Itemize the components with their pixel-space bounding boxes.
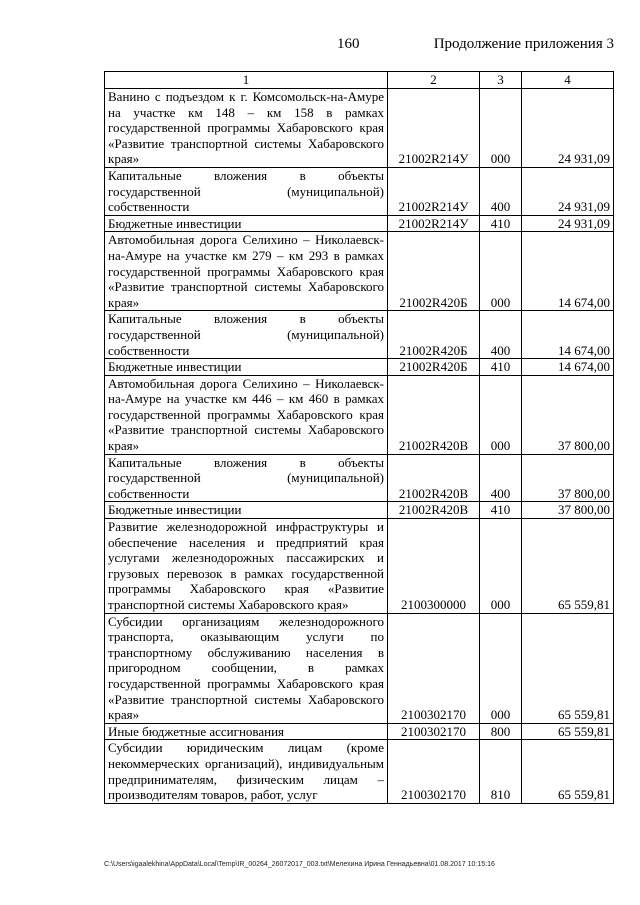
table-row <box>105 311 614 359</box>
row-name: Бюджетные инвестиции <box>105 215 388 232</box>
row-amount: 65 559,81 <box>522 613 614 723</box>
row-type: 000 <box>480 375 522 454</box>
row-code: 21002R420Б <box>388 311 480 359</box>
row-type: 810 <box>480 740 522 803</box>
row-type: 800 <box>480 723 522 740</box>
row-code: 21002R214У <box>388 167 480 215</box>
budget-table <box>104 71 614 804</box>
row-type: 410 <box>480 215 522 232</box>
row-amount: 14 674,00 <box>522 232 614 311</box>
row-name: Субсидии организациям железнодорожного транспорта, оказывающим услуги по транспортному обслуживанию населения в пригородном сообщении, в рамках государственной программы Хабаровского края «Развитие транспортной системы Хабаровского края» <box>105 613 388 723</box>
row-amount: 24 931,09 <box>522 89 614 168</box>
table-row <box>105 502 614 519</box>
row-type: 000 <box>480 232 522 311</box>
row-code: 2100302170 <box>388 740 480 803</box>
column-number: 3 <box>480 72 522 89</box>
table-row <box>105 232 614 311</box>
continuation-label: Продолжение приложения 3 <box>433 36 614 52</box>
table-row <box>105 359 614 376</box>
row-name: Иные бюджетные ассигнования <box>105 723 388 740</box>
table-row <box>105 740 614 803</box>
table-row <box>105 89 614 168</box>
row-code: 21002R420Б <box>388 359 480 376</box>
row-name: Субсидии юридическим лицам (кроме некоммерческих организаций), индивидуальным предпринимателям, физическим лицам – производителям товаров, работ, услуг <box>105 740 388 803</box>
row-amount: 14 674,00 <box>522 311 614 359</box>
row-type: 000 <box>480 89 522 168</box>
row-name: Автомобильная дорога Селихино – Николаевск-на-Амуре на участке км 279 – км 293 в рамках государственной программы Хабаровского края «Развитие транспортной системы Хабаровского края» <box>105 232 388 311</box>
table-row <box>105 519 614 614</box>
row-type: 410 <box>480 502 522 519</box>
row-code: 21002R214У <box>388 215 480 232</box>
row-name: Бюджетные инвестиции <box>105 502 388 519</box>
table-row <box>105 723 614 740</box>
footer-file-path: C:\Users\igaalekhina\AppData\Local\Temp\IR_00264_26072017_003.txt\Мелехина Ирина Геннадьевна\01.08.2017 10:15:16 <box>104 861 495 868</box>
row-code: 21002R420В <box>388 454 480 502</box>
row-code: 21002R420В <box>388 375 480 454</box>
row-name: Капитальные вложения в объекты государственной (муниципальной) собственности <box>105 311 388 359</box>
row-name: Капитальные вложения в объекты государственной (муниципальной) собственности <box>105 454 388 502</box>
row-amount: 24 931,09 <box>522 215 614 232</box>
row-code: 2100302170 <box>388 613 480 723</box>
row-type: 000 <box>480 519 522 614</box>
table-row <box>105 613 614 723</box>
row-amount: 14 674,00 <box>522 359 614 376</box>
row-code: 21002R420В <box>388 502 480 519</box>
column-number: 1 <box>105 72 388 89</box>
column-number-row <box>105 72 614 89</box>
row-name: Капитальные вложения в объекты государственной (муниципальной) собственности <box>105 167 388 215</box>
table-row <box>105 167 614 215</box>
row-code: 21002R420Б <box>388 232 480 311</box>
table-row <box>105 454 614 502</box>
page-number: 160 <box>337 36 360 52</box>
row-type: 000 <box>480 613 522 723</box>
row-amount: 65 559,81 <box>522 519 614 614</box>
row-type: 410 <box>480 359 522 376</box>
row-amount: 37 800,00 <box>522 375 614 454</box>
table-row <box>105 215 614 232</box>
row-amount: 37 800,00 <box>522 454 614 502</box>
row-amount: 65 559,81 <box>522 723 614 740</box>
column-number: 2 <box>388 72 480 89</box>
row-amount: 24 931,09 <box>522 167 614 215</box>
row-type: 400 <box>480 311 522 359</box>
row-amount: 37 800,00 <box>522 502 614 519</box>
row-code: 2100300000 <box>388 519 480 614</box>
row-name: Автомобильная дорога Селихино – Николаевск-на-Амуре на участке км 446 – км 460 в рамках государственной программы Хабаровского края «Развитие транспортной системы Хабаровского края» <box>105 375 388 454</box>
row-amount: 65 559,81 <box>522 740 614 803</box>
row-code: 21002R214У <box>388 89 480 168</box>
row-name: Развитие железнодорожной инфраструктуры и обеспечение населения и предприятий края услугами железнодорожных пассажирских и грузовых перевозок в рамках государственной программы Хабаровского края «Развитие транспортной системы Хабаровского края» <box>105 519 388 614</box>
row-name: Бюджетные инвестиции <box>105 359 388 376</box>
row-name: Ванино с подъездом к г. Комсомольск-на-Амуре на участке км 148 – км 158 в рамках государственной программы Хабаровского края «Развитие транспортной системы Хабаровского края» <box>105 89 388 168</box>
table-row <box>105 375 614 454</box>
row-type: 400 <box>480 167 522 215</box>
column-number: 4 <box>522 72 614 89</box>
row-code: 2100302170 <box>388 723 480 740</box>
row-type: 400 <box>480 454 522 502</box>
